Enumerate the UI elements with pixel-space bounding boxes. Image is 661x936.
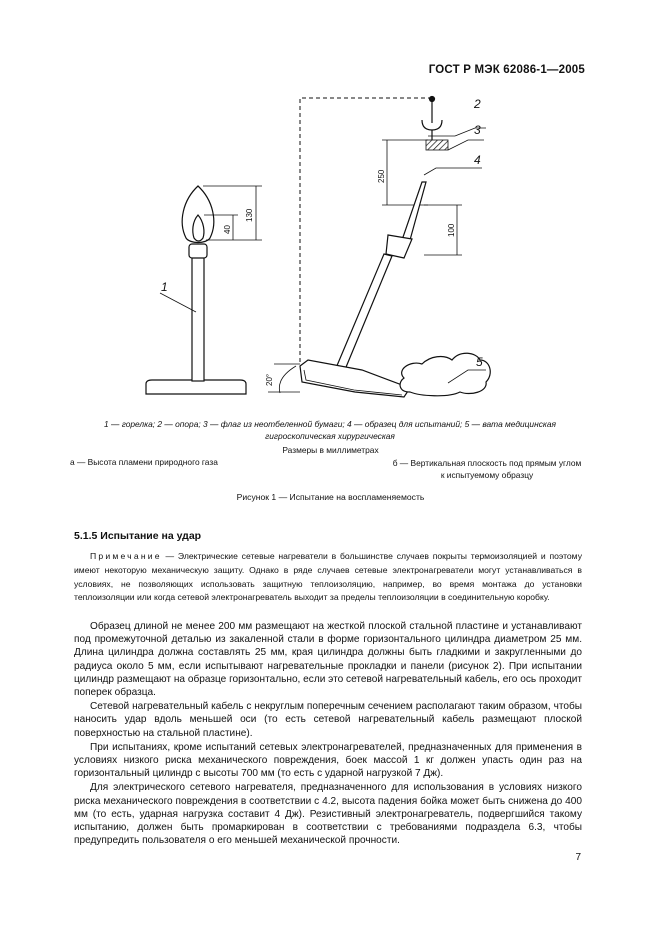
label-3: 3	[474, 123, 481, 137]
note-text: — Электрические сетевые нагреватели в большинстве случаев покрыты термоизоляцией и поэтому имеют некоторую механическую защиту. Однако в ряде случаев сетевые электронагреватели могут устанавливаться в условиях, не позволяющих использовать защитную теплоизоляцию, например, во время монтажа до установки теплоизоляции или когда сетевой электронагреватель выходит за пределы теплоизоляции в соединительную коробку.	[74, 551, 582, 603]
dim-250: 250	[377, 169, 386, 183]
page-number: 7	[575, 852, 581, 863]
paragraph: При испытаниях, кроме испытаний сетевых электронагревателей, предназначенных для применения в условиях низкого риска механического повреждения, боек массой 1 кг должен упасть один раз на горизонтальный цилиндр с высоты 700 мм (то есть с ударной нагрузкой 7 Дж).	[74, 741, 582, 780]
figure-units: Размеры в миллиметрах	[282, 445, 379, 455]
paragraph: Сетевой нагревательный кабель с некруглым поперечным сечением располагают таким образом, чтобы наносить удар вдоль меньшей оси (то есть сетевой нагревательный кабель размещают плоской поверхностью на стальной пластине).	[74, 701, 582, 739]
paragraph: Образец длиной не менее 200 мм размещают на жесткой плоской стальной пластине и устанавливают под промежуточной деталью из закаленной стали в форме горизонтального цилиндра диаметром 25 мм. Длина цилиндра должна составлять 25 мм, края цилиндра должны быть гладкими и закругленными до радиуса около 5 мм, если испытывают нагревательные прокладки и панели (рисунок 2). При испытании цилиндр размещают на образце горизонтально, если это сетевой нагревательный кабель, его ось проходит поперек образца.	[74, 621, 582, 699]
section-title: 5.1.5 Испытание на удар	[74, 530, 202, 542]
dim-angle: 20°	[265, 373, 274, 386]
test-apparatus-drawing	[268, 97, 490, 398]
figure-caption: Рисунок 1 — Испытание на воспламеняемость	[236, 492, 425, 502]
document-header: ГОСТ Р МЭК 62086-1—2005	[428, 64, 585, 76]
label-5: 5	[476, 355, 483, 369]
note	[74, 550, 582, 605]
dim-40: 40	[223, 225, 232, 234]
label-4: 4	[474, 153, 481, 167]
body-text	[74, 620, 582, 848]
figure-legend: 1 — горелка; 2 — опора; 3 — флаг из неотбеленной бумаги; 4 — образец для испытаний; 5 — вата медицинская гигроскопическая хирургическая	[104, 419, 556, 441]
dim-130: 130	[245, 208, 254, 222]
figure-subcaption-a: а — Высота пламени природного газа	[70, 457, 218, 467]
figure-flammability-test	[0, 0, 661, 420]
note-label: Примечание	[90, 551, 162, 561]
label-1: 1	[161, 280, 168, 294]
dim-100: 100	[447, 223, 456, 237]
figure-subcaption-b: б — Вертикальная плоскость под прямым углом к испытуемому образцу	[392, 458, 582, 480]
paragraph: Для электрического сетевого нагревателя, предназначенного для использования в условиях низкого риска механического повреждения в соответствии с 4.2, высота падения бойка может быть снижена до 400 мм (то есть, ударная нагрузка составит 4 Дж). Резистивный электронагреватель, подвергшийся такому испытанию, должен быть промаркирован в соответствии с требованиями подраздела 6.3, чтобы предупредить пользователя о его меньшей механической прочности.	[74, 782, 582, 847]
label-2: 2	[474, 97, 481, 111]
